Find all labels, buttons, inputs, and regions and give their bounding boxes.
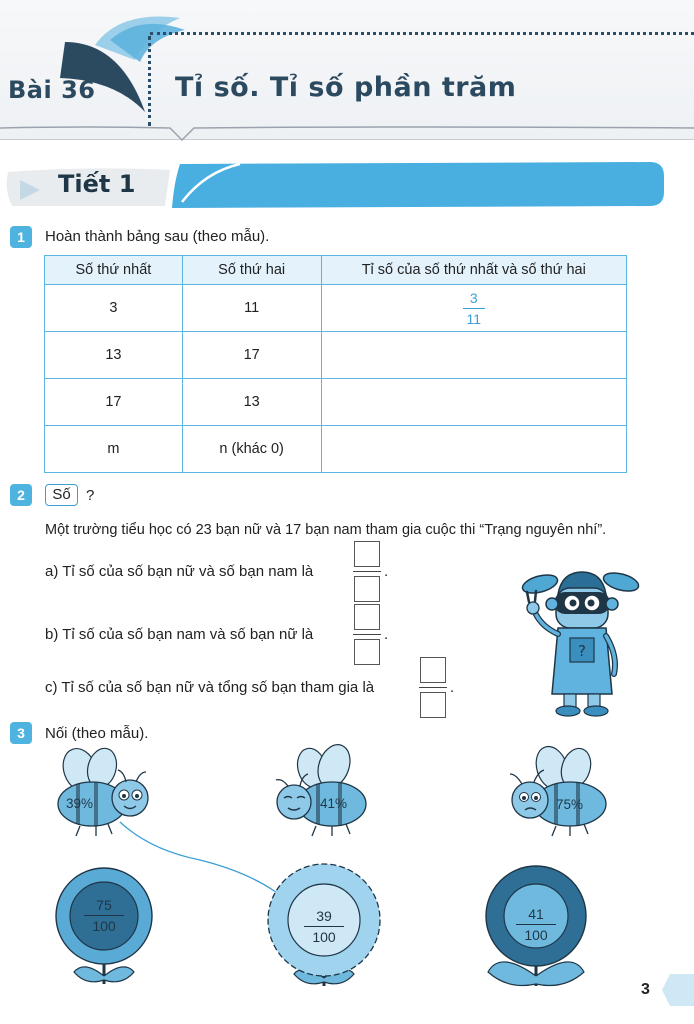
table-cell-ratio-answer[interactable] [321, 379, 626, 426]
mascot-question-mark: ? [578, 642, 586, 660]
table-header-cell: Số thứ hai [182, 256, 321, 285]
table-cell-first: 17 [45, 379, 183, 426]
flower-2-numerator: 39 [316, 908, 332, 924]
question-3-badge: 3 [10, 722, 32, 744]
answer-denominator-box[interactable] [354, 576, 380, 602]
mascot-scholar-illustration [518, 566, 643, 718]
bee-3 [510, 742, 606, 836]
section-label: Tiết 1 [58, 170, 136, 198]
answer-numerator-box[interactable] [420, 657, 446, 683]
bee-1 [57, 744, 148, 836]
header-dotted-line [150, 32, 694, 35]
page-number: 3 [641, 981, 650, 998]
question-2b-text: b) Tỉ số của số bạn nam và số bạn nữ là [45, 626, 314, 643]
answer-fraction-c[interactable] [420, 657, 448, 718]
table-row [45, 285, 627, 332]
ratio-table [44, 255, 627, 473]
answer-denominator-box[interactable] [420, 692, 446, 718]
bee-3-percent[interactable]: 75% [556, 797, 584, 812]
table-cell-second: n (khác 0) [182, 426, 321, 473]
fraction-bar [419, 687, 447, 688]
table-cell-first: 13 [45, 332, 183, 379]
answer-numerator-box[interactable] [354, 604, 380, 630]
question-2b-period: . [384, 626, 389, 643]
table-row [45, 332, 627, 379]
question-2-mark: ? [86, 487, 95, 504]
bee-2 [276, 740, 366, 836]
matching-illustration [0, 740, 694, 990]
question-3-instruction: Nối (theo mẫu). [45, 725, 149, 742]
flower-2-denominator: 100 [304, 926, 344, 945]
table-cell-second: 11 [182, 285, 321, 332]
table-row [45, 426, 627, 473]
table-header-cell: Số thứ nhất [45, 256, 183, 285]
question-2-intro: Một trường tiểu học có 23 bạn nữ và 17 bạn nam tham gia cuộc thi “Trạng nguyên nhí”. [45, 522, 607, 538]
question-1-badge: 1 [10, 226, 32, 248]
answer-fraction-b[interactable] [354, 604, 382, 665]
fraction-bar [353, 571, 381, 572]
bee-2-percent[interactable]: 41% [320, 796, 348, 811]
question-2a-period: . [384, 563, 389, 580]
fraction-numerator: 3 [469, 289, 478, 306]
flower-2-fraction[interactable] [304, 908, 344, 945]
question-2-badge: 2 [10, 484, 32, 506]
lesson-title: Tỉ số. Tỉ số phần trăm [175, 72, 517, 103]
answer-denominator-box[interactable] [354, 639, 380, 665]
question-2c-period: . [450, 679, 455, 696]
table-cell-first: m [45, 426, 183, 473]
flower-1-denominator: 100 [84, 915, 124, 934]
question-2a-text: a) Tỉ số của số bạn nữ và số bạn nam là [45, 563, 314, 580]
page-number-tab [662, 972, 694, 1008]
question-1-instruction: Hoàn thành bảng sau (theo mẫu). [45, 228, 270, 245]
table-cell-ratio-answer[interactable] [321, 332, 626, 379]
table-cell-ratio-answer[interactable] [321, 426, 626, 473]
lesson-number: Bài 36 [8, 76, 96, 104]
table-header-row [45, 256, 627, 285]
header-dotted-divider [148, 36, 151, 126]
flower-3-denominator: 100 [516, 924, 556, 943]
flower-3-fraction[interactable] [516, 906, 556, 943]
question-2c-text: c) Tỉ số của số bạn nữ và tổng số bạn tham gia là [45, 679, 375, 696]
table-cell-first: 3 [45, 285, 183, 332]
bee-1-percent[interactable]: 39% [66, 796, 94, 811]
table-cell-second: 17 [182, 332, 321, 379]
table-row [45, 379, 627, 426]
table-cell-ratio [321, 285, 626, 332]
table-cell-second: 13 [182, 379, 321, 426]
example-fraction [463, 290, 486, 327]
fraction-denominator: 11 [463, 308, 486, 327]
answer-numerator-box[interactable] [354, 541, 380, 567]
answer-fraction-a[interactable] [354, 541, 382, 602]
table-header-cell: Tỉ số của số thứ nhất và số thứ hai [321, 256, 626, 285]
question-2-label-box: Số [45, 484, 78, 506]
flower-1-fraction[interactable] [84, 897, 124, 934]
flower-3-numerator: 41 [528, 906, 544, 922]
flower-1-numerator: 75 [96, 897, 112, 913]
fraction-bar [353, 634, 381, 635]
